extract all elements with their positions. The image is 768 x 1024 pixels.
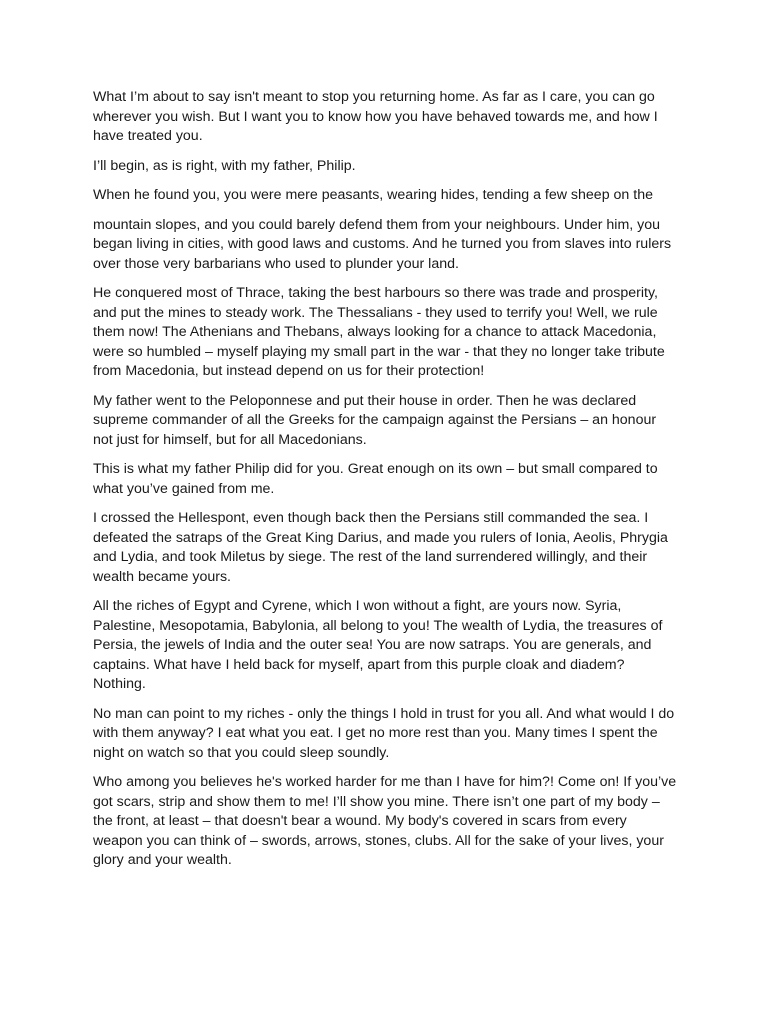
paragraph-8: I crossed the Hellespont, even though back then the Persians still commanded the sea. I defeated the satraps of the Great King Darius, and made you rulers of Ionia, Aeolis, Phrygia and Lydia, and took Miletus by siege. The rest of the land surrendered willingly, and their wealth became yours.: [93, 510, 668, 585]
paragraph-3: When he found you, you were mere peasants, wearing hides, tending a few sheep on the: [93, 187, 653, 203]
paragraph-6: My father went to the Peloponnese and put their house in order. Then he was declared supreme commander of all the Greeks for the campaign against the Persians – an honour not just for himself, but for all Macedonians.: [93, 392, 657, 448]
paragraph-7: This is what my father Philip did for you. Great enough on its own – but small compared to what you’ve gained from me.: [93, 461, 658, 497]
paragraph-11: Who among you believes he's worked harder for me than I have for him?! Come on! If you’ve got scars, strip and show them to me! I’ll show you mine. There isn’t one part of my body – the front, at least – that doesn't bear a wound. My body's covered in scars from every weapon you can think of – swords, arrows, stones, clubs. All for the sake of your lives, your glory and your wealth.: [93, 774, 677, 868]
paragraph-4: mountain slopes, and you could barely defend them from your neighbours. Under him, you began living in cities, with good laws and customs. And he turned you from slaves into rulers over those very barbarians who used to plunder your land.: [93, 216, 672, 272]
paragraph-5: He conquered most of Thrace, taking the best harbours so there was trade and prosperity, and put the mines to steady work. The Thessalians - they used to terrify you! Well, we rule them now! The Athenians and Thebans, always looking for a chance to attack Macedonia, were so humbled – myself playing my small part in the war - that they no longer take tribute from Macedonia, but instead depend on us for their protection!: [93, 285, 665, 379]
document-page: [93, 88, 679, 881]
paragraph-2: I’ll begin, as is right, with my father, Philip.: [93, 157, 356, 174]
paragraph-1: What I’m about to say isn't meant to stop you returning home. As far as I care, you can go wherever you wish. But I want you to know how you have behaved towards me, and how I have treated you.: [93, 89, 658, 144]
paragraph-9: All the riches of Egypt and Cyrene, which I won without a fight, are yours now. Syria, Palestine, Mesopotamia, Babylonia, all belong to you! The wealth of Lydia, the treasures of Persia, the jewels of India and the outer sea! You are now satraps. You are generals, and captains. What have I held back for myself, apart from this purple cloak and diadem? Nothing.: [93, 598, 663, 692]
paragraph-10: No man can point to my riches - only the things I hold in trust for you all. And what would I do with them anyway? I eat what you eat. I get no more rest than you. Many times I spent the night on watch so that you could sleep soundly.: [93, 705, 675, 761]
